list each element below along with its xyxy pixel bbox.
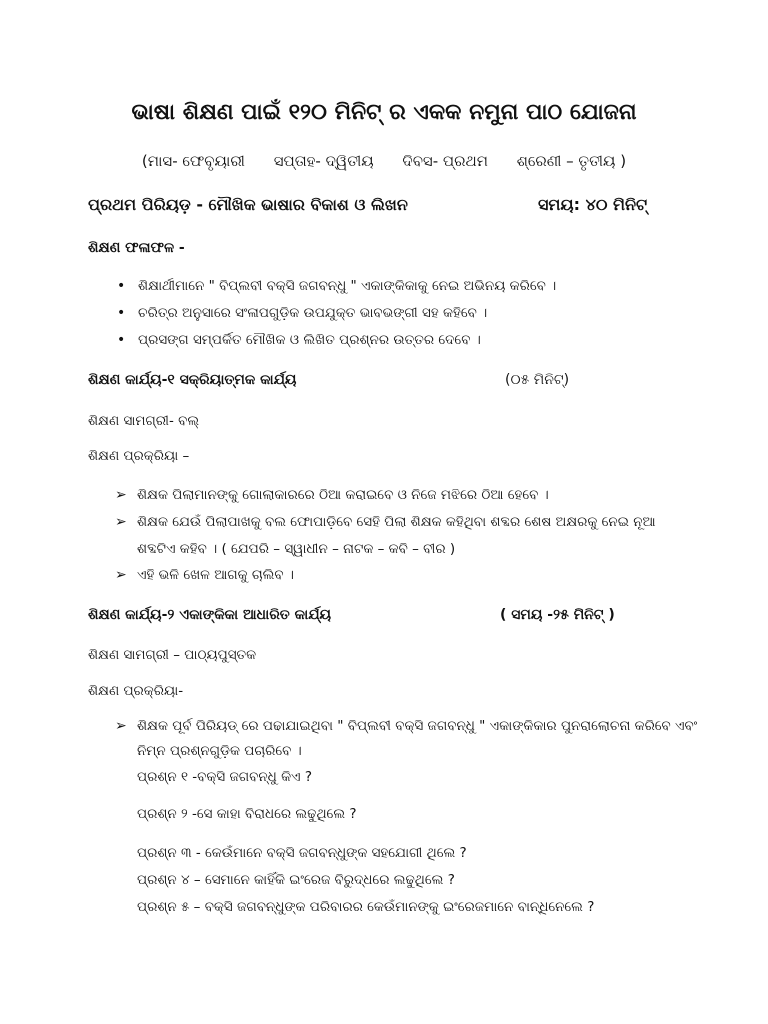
arrow-bullet-icon: ➢ bbox=[115, 718, 127, 734]
activity1-time: (୦୫ ମିନିଟ୍) bbox=[505, 372, 570, 388]
arrow-bullet-icon: ➢ bbox=[115, 514, 127, 530]
activity1-process-label: ଶିକ୍ଷଣ ପ୍ରକ୍ରିୟା – bbox=[88, 448, 190, 464]
bullet-dot-icon: • bbox=[117, 278, 126, 294]
activity1-step: ଏହି ଭଳି ଖେଳ ଆଗକୁ ଚାଲିବ । bbox=[137, 567, 294, 583]
outcome-item: ଚରିତ୍ର ଅନୁସାରେ ସଂଳାପଗୁଡ଼ିକ ଉପଯୁକ୍ତ ଭାବଭଙ୍ଗୀ ସହ କହିବେ । bbox=[138, 305, 488, 321]
activity2-intro-continuation: ନିମ୍ନ ପ୍ରଶ୍ନଗୁଡ଼ିକ ପଚାରିବେ । bbox=[137, 743, 302, 759]
activity1-step: ଶିକ୍ଷକ ପିଲାମାନଙ୍କୁ ଗୋଲାକାରରେ ଠିଆ କରାଇବେ ଓ ନିଜେ ମଝିରେ ଠିଆ ହେବେ । bbox=[137, 487, 549, 503]
outcomes-heading: ଶିକ୍ଷଣ ଫଳାଫଳ - bbox=[88, 240, 185, 256]
period-heading: ପ୍ରଥମ ପିରିୟଡ଼ - ମୌଖିକ ଭାଷାର ବିକାଶ ଓ ଲିଖନ bbox=[88, 195, 408, 214]
question-3: ପ୍ରଶ୍ନ ୩ - କେଉଁମାନେ ବକ୍ସି ଜଗବନ୍ଧୁଙ୍କ ସହଯୋଗୀ ଥିଲେ ? bbox=[137, 845, 467, 861]
outcome-item: ଶିକ୍ଷାର୍ଥୀମାନେ " ବିପ୍ଲବୀ ବକ୍ସି ଜଗବନ୍ଧୁ " ଏକାଙ୍କିକାକୁ ନେଇ ଅଭିନୟ କରିବେ । bbox=[138, 278, 557, 294]
activity2-heading: ଶିକ୍ଷଣ କାର୍ଯ୍ୟ-୨ ଏକାଙ୍କିକା ଆଧାରିତ କାର୍ଯ୍ୟ bbox=[88, 607, 332, 623]
activity1-step: ଶିକ୍ଷକ ଯେଉଁ ପିଲାପାଖକୁ ବଲ ଫୋପାଡ଼ିବେ ସେହି ପିଲା ଶିକ୍ଷକ କହିଥିବା ଶବ୍ଦର ଶେଷ ଅକ୍ଷରକୁ ନେଇ ନୂଆ bbox=[137, 514, 656, 530]
arrow-bullet-icon: ➢ bbox=[115, 487, 127, 503]
activity2-material: ଶିକ୍ଷଣ ସାମଗ୍ରୀ – ପାଠ୍ୟପୁସ୍ତକ bbox=[88, 647, 257, 663]
activity1-heading: ଶିକ୍ଷଣ କାର୍ଯ୍ୟ-୧ ସକ୍ରିୟାତ୍ମକ କାର୍ଯ୍ୟ bbox=[88, 372, 297, 388]
subtitle bbox=[0, 152, 768, 170]
activity2-time: ( ସମୟ -୨୫ ମିନିଟ୍ ) bbox=[500, 607, 615, 623]
activity1-material: ଶିକ୍ଷଣ ସାମଗ୍ରୀ- ବଲ୍ bbox=[88, 413, 200, 429]
question-1: ପ୍ରଶ୍ନ ୧ -ବକ୍ସି ଜଗବନ୍ଧୁ କିଏ ? bbox=[137, 769, 312, 785]
question-2: ପ୍ରଶ୍ନ ୨ -ସେ କାହା ବିରାଧରେ ଲଢୁଥିଲେ ? bbox=[137, 806, 357, 822]
page-title: ଭାଷା ଶିକ୍ଷଣ ପାଇଁ ୧୨୦ ମିନିଟ୍ ର ଏକକ ନମୁନା ପାଠ ଯୋଜନା bbox=[131, 100, 637, 125]
question-5: ପ୍ରଶ୍ନ ୫ – ବକ୍ସି ଜଗବନ୍ଧୁଙ୍କ ପରିବାରର କେଉଁମାନଙ୍କୁ ଇଂରେଜମାନେ ବାନ୍ଧିନେଲେ ? bbox=[137, 899, 595, 915]
subtitle-class: ଶ୍ରେଣୀ – ତୃତୀୟ ) bbox=[516, 152, 627, 170]
bullet-dot-icon: • bbox=[117, 305, 126, 321]
period-time: ସମୟ: ୪୦ ମିନିଟ୍ bbox=[538, 195, 648, 214]
question-4: ପ୍ରଶ୍ନ ୪ – ସେମାନେ କାହିଁକି ଇଂରେଜ ବିରୁଦ୍ଧରେ ଲଢୁଥିଲେ ? bbox=[137, 872, 455, 888]
outcome-item: ପ୍ରସଙ୍ଗ ସମ୍ପର୍କିତ ମୌଖିକ ଓ ଲିଖିତ ପ୍ରଶ୍ନର ଉତ୍ତର ଦେବେ । bbox=[138, 332, 481, 348]
activity1-step-continuation: ଶବ୍ଦଟିଏ କହିବ । ( ଯେପରି – ସ୍ୱାଧୀନ – ନାଟକ – କବି – ବୀର ) bbox=[137, 541, 456, 557]
arrow-bullet-icon: ➢ bbox=[115, 567, 127, 583]
subtitle-month: (ମାସ- ଫେବୃୟାରୀ bbox=[141, 152, 245, 170]
activity2-intro: ଶିକ୍ଷକ ପୂର୍ବ ପିରିୟଡ୍ ରେ ପଢାଯାଇଥିବା " ବିପ୍ଲବୀ ବକ୍ସି ଜଗବନ୍ଧୁ " ଏକାଙ୍କିକାର ପୁନରାଲୋଚନା କରିବେ ଏବଂ bbox=[137, 718, 698, 734]
activity2-process-label: ଶିକ୍ଷଣ ପ୍ରକ୍ରିୟା- bbox=[88, 683, 184, 699]
subtitle-day: ଦିବସ- ପ୍ରଥମ bbox=[402, 152, 488, 170]
subtitle-week: ସପ୍ତାହ- ଦ୍ୱିତୀୟ bbox=[273, 152, 374, 170]
bullet-dot-icon: • bbox=[117, 332, 126, 348]
